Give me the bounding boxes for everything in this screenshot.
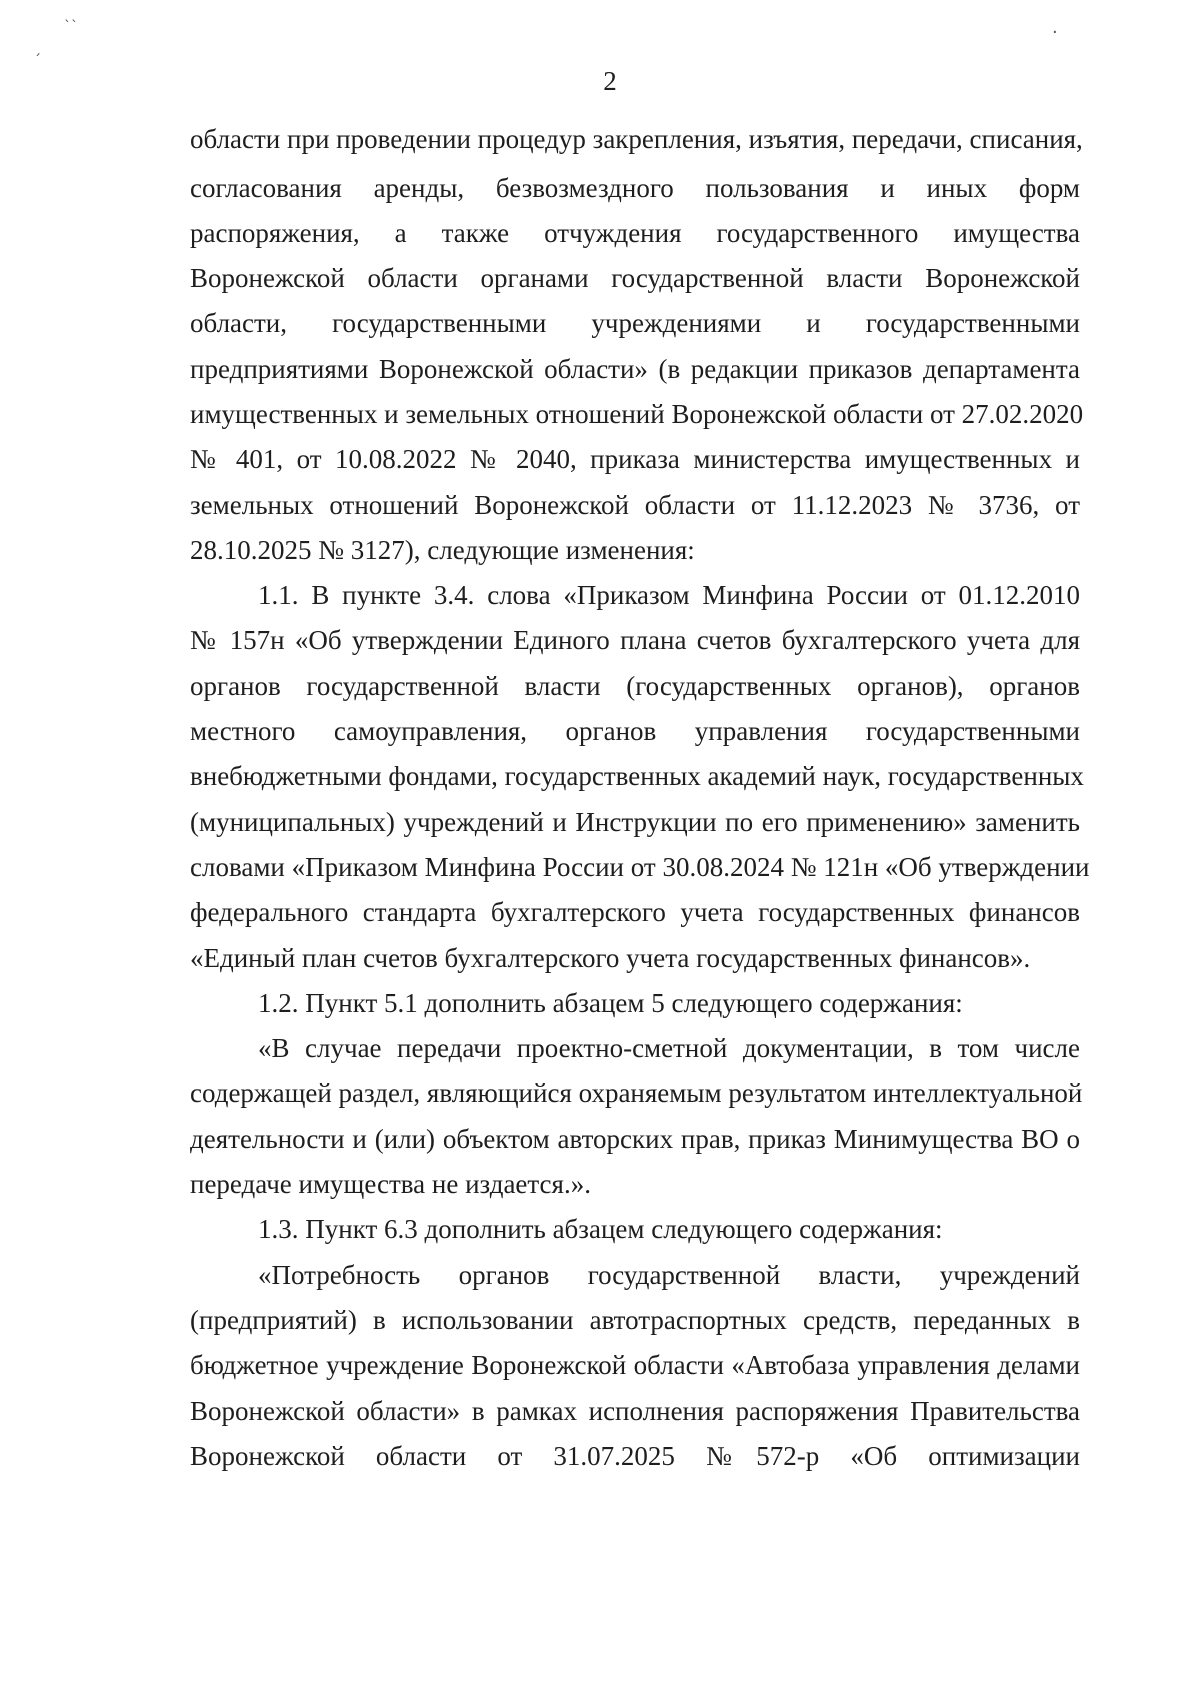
text-line: согласования аренды, безвозмездного пользования и иных форм bbox=[190, 173, 1080, 203]
text-line: органов государственной власти (государственных органов), органов bbox=[190, 671, 1080, 701]
text-line: местного самоуправления, органов управления государственными bbox=[190, 716, 1080, 746]
text-line: предприятиями Воронежской области» (в редакции приказов департамента bbox=[190, 354, 1080, 384]
text-line: (предприятий) в использовании автотраспортных средств, переданных в bbox=[190, 1305, 1080, 1335]
page-number: 2 bbox=[603, 66, 617, 96]
text-line: Воронежской области от 31.07.2025 №572-р «Об оптимизации bbox=[190, 1441, 1080, 1471]
text-line: деятельности и (или) объектом авторских прав, приказ Минимущества ВО о bbox=[190, 1124, 1080, 1154]
text-line: (муниципальных) учреждений и Инструкции по его применению» заменить bbox=[190, 807, 1080, 837]
text-line: 1.1. В пункте 3.4. слова «Приказом Минфина России от 01.12.2010 bbox=[258, 580, 1080, 610]
text-line: словами «Приказом Минфина России от 30.08.2024 № 121н «Об утверждении bbox=[190, 852, 1090, 882]
text-line: федерального стандарта бухгалтерского учета государственных финансов bbox=[190, 897, 1080, 927]
text-line: Воронежской области» в рамках исполнения распоряжения Правительства bbox=[190, 1396, 1080, 1426]
text-line: 28.10.2025 № 3127), следующие изменения: bbox=[190, 535, 695, 565]
text-line: земельных отношений Воронежской области от 11.12.2023 № 3736, от bbox=[190, 490, 1080, 520]
text-line: распоряжения, а также отчуждения государственного имущества bbox=[190, 218, 1080, 248]
scan-speck: `ˋ bbox=[64, 19, 78, 35]
text-line: 1.2. Пункт 5.1 дополнить абзацем 5 следующего содержания: bbox=[258, 988, 963, 1018]
text-line: области при проведении процедур закрепления, изъятия, передачи, списания, bbox=[190, 124, 1083, 154]
text-line: области, государственными учреждениями и государственными bbox=[190, 308, 1080, 338]
text-line: бюджетное учреждение Воронежской области «Автобаза управления делами bbox=[190, 1350, 1080, 1380]
text-line: «Единый план счетов бухгалтерского учета государственных финансов». bbox=[190, 943, 1031, 973]
text-line: «Потребность органов государственной власти, учреждений bbox=[258, 1260, 1080, 1290]
text-line: передаче имущества не издается.». bbox=[190, 1169, 591, 1199]
text-line: внебюджетными фондами, государственных академий наук, государственных bbox=[190, 761, 1084, 791]
scan-speck: ˊ bbox=[34, 53, 41, 69]
text-line: № 401, от 10.08.2022 № 2040, приказа министерства имущественных и bbox=[190, 444, 1080, 474]
text-line: № 157н «Об утверждении Единого плана счетов бухгалтерского учета для bbox=[190, 625, 1080, 655]
text-line: 1.3. Пункт 6.3 дополнить абзацем следующего содержания: bbox=[258, 1214, 943, 1244]
text-line: Воронежской области органами государственной власти Воронежской bbox=[190, 263, 1080, 293]
text-line: «В случае передачи проектно-сметной документации, в том числе bbox=[258, 1033, 1080, 1063]
text-line: содержащей раздел, являющийся охраняемым результатом интеллектуальной bbox=[190, 1078, 1083, 1108]
text-line: имущественных и земельных отношений Воронежской области от 27.02.2020 bbox=[190, 399, 1084, 429]
scan-speck: · bbox=[1052, 22, 1058, 43]
